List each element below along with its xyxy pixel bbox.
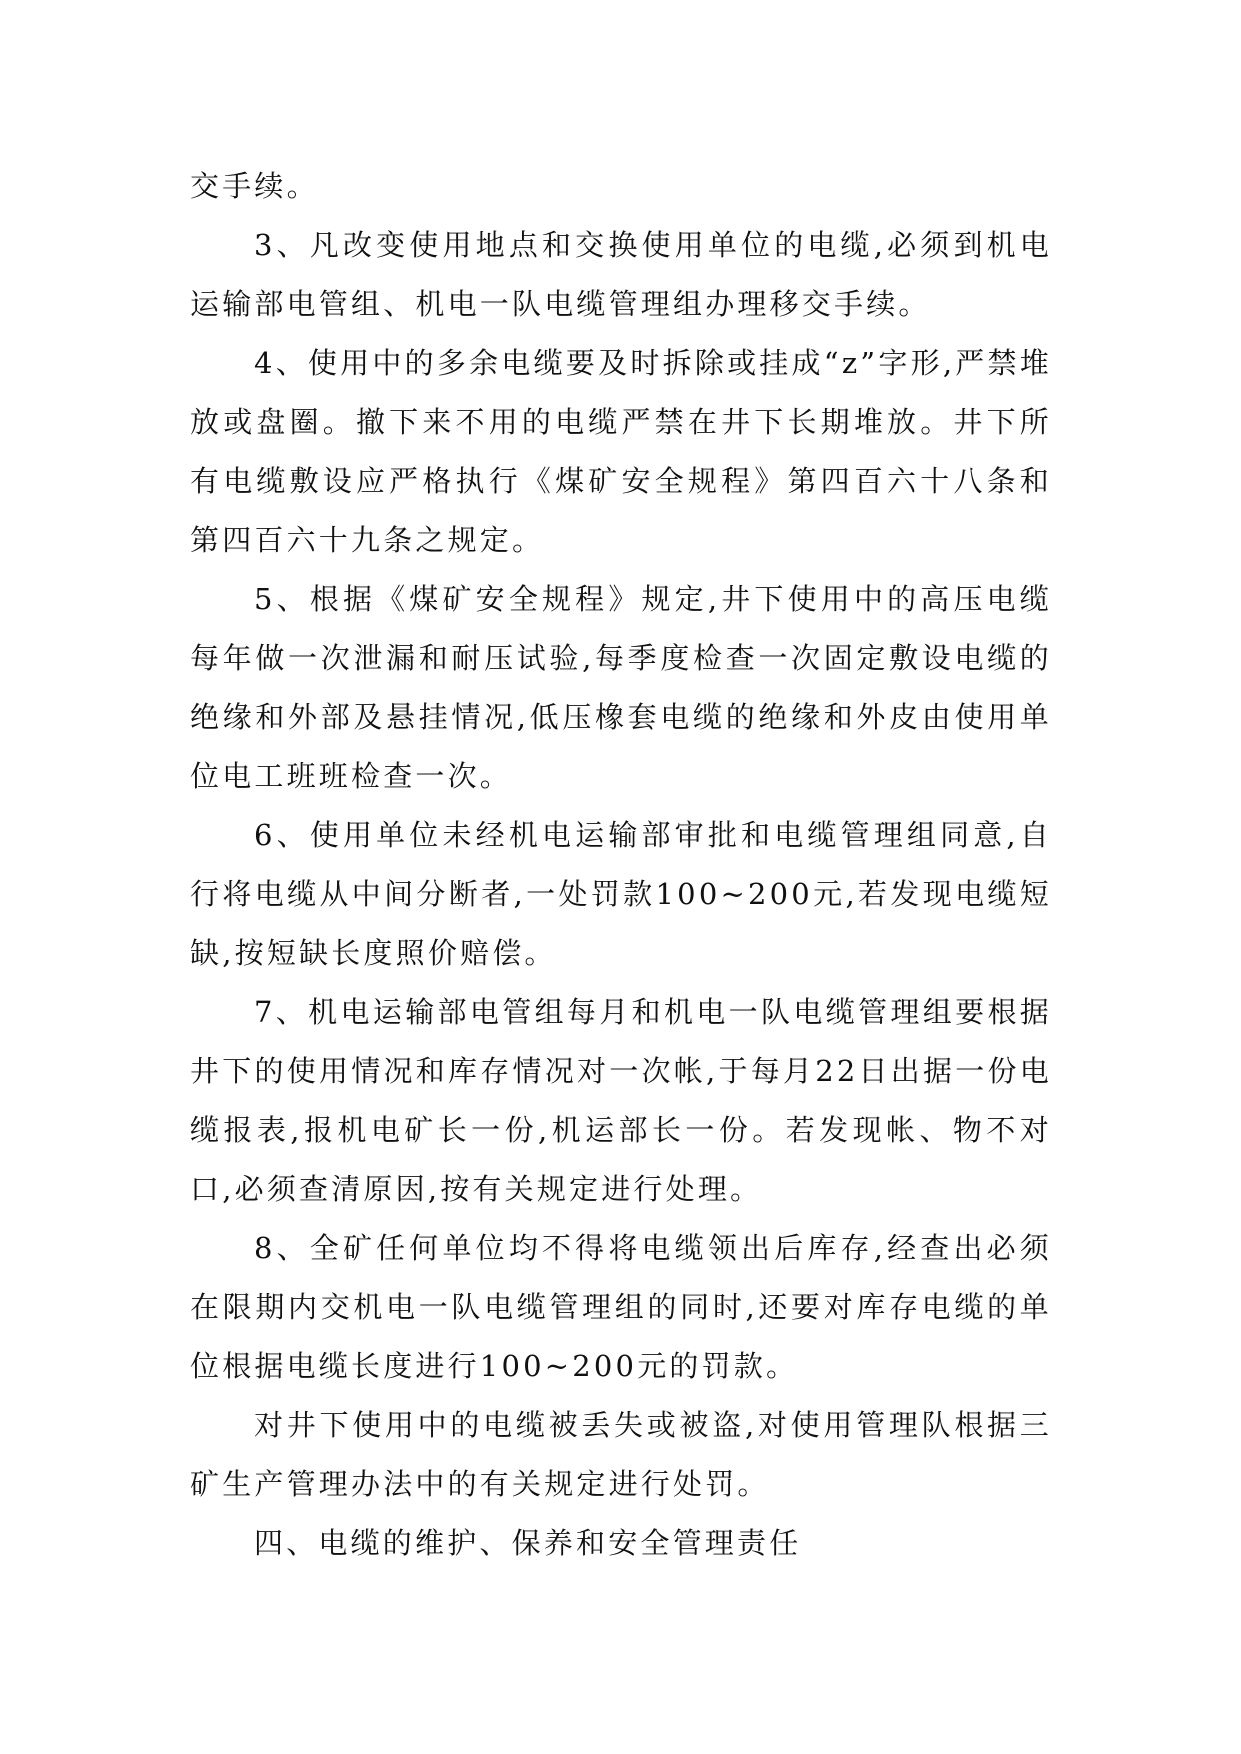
paragraph-item-3: 3、凡改变使用地点和交换使用单位的电缆,必须到机电运输部电管组、机电一队电缆管理组办理移交手续。 [190, 228, 1052, 321]
paragraph-item-7: 7、机电运输部电管组每月和机电一队电缆管理组要根据井下的使用情况和库存情况对一次帐,于每月22日出据一份电缆报表,报机电矿长一份,机运部长一份。若发现帐、物不对口,必须查清原因,按有关规定进行处理。 [190, 995, 1052, 1206]
section-heading-maintenance-responsibility: 四、电缆的维护、保养和安全管理责任 [254, 1526, 802, 1560]
paragraph-continuation: 交手续。 [190, 169, 319, 203]
document-body [190, 157, 1052, 1573]
paragraph-item-8: 8、全矿任何单位均不得将电缆领出后库存,经查出必须在限期内交机电一队电缆管理组的同时,还要对库存电缆的单位根据电缆长度进行100~200元的罚款。 [190, 1231, 1052, 1383]
paragraph-item-6: 6、使用单位未经机电运输部审批和电缆管理组同意,自行将电缆从中间分断者,一处罚款100~200元,若发现电缆短缺,按短缺长度照价赔偿。 [190, 818, 1052, 970]
paragraph-item-5: 5、根据《煤矿安全规程》规定,井下使用中的高压电缆每年做一次泄漏和耐压试验,每季度检查一次固定敷设电缆的绝缘和外部及悬挂情况,低压橡套电缆的绝缘和外皮由使用单位电工班班检查一次。 [190, 582, 1052, 793]
paragraph-item-4: 4、使用中的多余电缆要及时拆除或挂成“z”字形,严禁堆放或盘圈。撤下来不用的电缆严禁在井下长期堆放。井下所有电缆敷设应严格执行《煤矿安全规程》第四百六十八条和第四百六十九条之规定。 [190, 346, 1052, 557]
paragraph-loss-theft: 对井下使用中的电缆被丢失或被盗,对使用管理队根据三矿生产管理办法中的有关规定进行处罚。 [190, 1408, 1052, 1501]
